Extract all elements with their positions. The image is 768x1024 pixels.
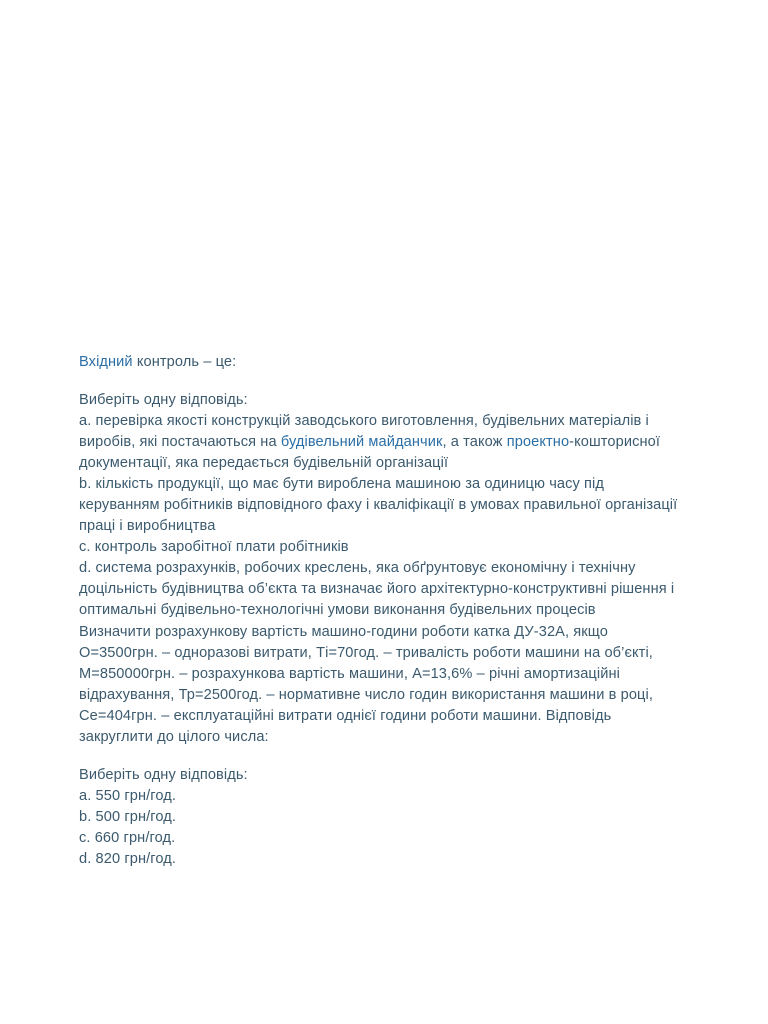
- option-letter: a.: [79, 788, 92, 804]
- option-letter: c.: [79, 830, 91, 846]
- option-letter: b.: [79, 809, 92, 825]
- option-letter: d.: [79, 851, 92, 867]
- question-1-option-a[interactable]: [79, 411, 679, 474]
- question-2-prompt: Виберіть одну відповідь:: [79, 767, 248, 783]
- option-letter: d.: [79, 560, 92, 576]
- option-text: 500 грн/год.: [91, 809, 177, 825]
- question-1-prompt: Виберіть одну відповідь:: [79, 392, 248, 408]
- document-body: [79, 352, 679, 870]
- option-letter: b.: [79, 476, 92, 492]
- question-2-option-b[interactable]: [79, 807, 679, 828]
- project-link[interactable]: проектно: [506, 434, 570, 450]
- option-text: 660 грн/год.: [90, 830, 176, 846]
- question-1-title-link[interactable]: Вхідний: [79, 354, 133, 370]
- construction-site-link[interactable]: будівельний майданчик: [280, 434, 443, 450]
- option-letter: c.: [79, 539, 91, 555]
- option-text: кількість продукції, що має бути вироблена машиною за одиницю часу під керуванням робітників відповідного фаху і кваліфікації в умовах правильної організації праці і виробництва: [79, 476, 678, 534]
- question-1-title: [79, 352, 679, 373]
- option-text: перевірка якості конструкцій заводського виготовлення, будівельних матеріалів і виробів, які постачаються на: [79, 413, 649, 450]
- option-letter: a.: [79, 413, 92, 429]
- question-1-option-c[interactable]: [79, 537, 679, 558]
- option-text: контроль заробітної плати робітників: [90, 539, 349, 555]
- question-1-option-b[interactable]: [79, 474, 679, 537]
- question-2-option-d[interactable]: [79, 849, 679, 870]
- option-text: -кошторисної документації, яка передається будівельній організації: [79, 434, 661, 471]
- option-text: 550 грн/год.: [91, 788, 177, 804]
- question-2-option-c[interactable]: [79, 828, 679, 849]
- option-text: система розрахунків, робочих креслень, яка обґрунтовує економічну і технічну доцільність будівництва об’єкта та визначає його архітектурно-конструктивні рішення і оптимальні будівельно-технологічні умови виконання будівельних процесів: [79, 560, 675, 618]
- option-text: 820 грн/год.: [91, 851, 177, 867]
- question-2-text: Визначити розрахункову вартість машино-години роботи катка ДУ-32А, якщо О=3500грн. – одноразові витрати, Ті=70год. – тривалість роботи машини на об’єкті, М=850000грн. – розрахункова вартість машини, А=13,6% – річні амортизаційні відрахування, Тр=2500год. – нормативне число годин використання машини в році, Се=404грн. – експлуатаційні витрати однієї години роботи машини. Відповідь закруглити до цілого числа:: [79, 624, 654, 745]
- question-1-option-d[interactable]: [79, 558, 679, 621]
- question-2-option-a[interactable]: [79, 786, 679, 807]
- question-1-title-rest: контроль – це:: [132, 354, 237, 370]
- option-text: , а також: [442, 434, 507, 450]
